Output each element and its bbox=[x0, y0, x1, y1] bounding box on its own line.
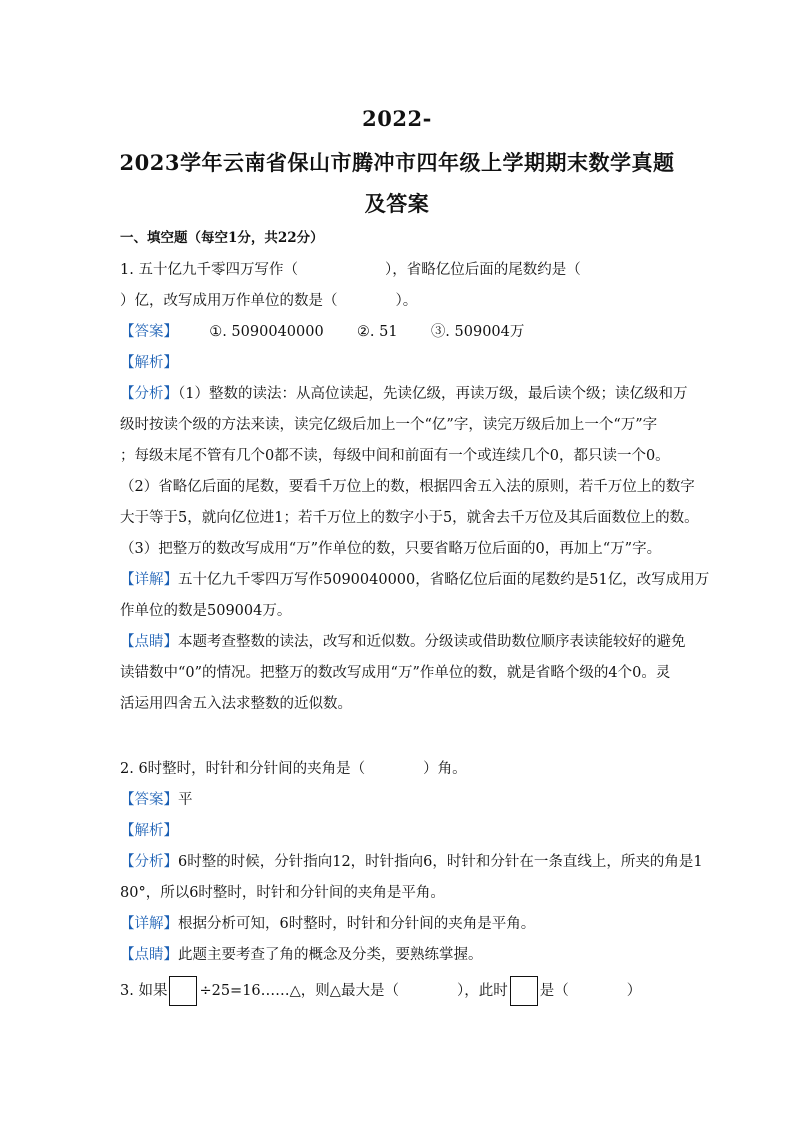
q1-analysis-line5: 大于等于5，就向亿位进1；若千万位上的数字小于5，就舍去千万位及其后面数位上的数。 bbox=[120, 510, 699, 526]
detail-label: 【详解】 bbox=[120, 916, 178, 932]
q1-answer-2: ②. 51 bbox=[356, 324, 398, 340]
q2-answer-row bbox=[120, 791, 680, 809]
q2-analysis-line1 bbox=[120, 853, 703, 871]
blank-box bbox=[169, 976, 197, 1006]
q1-answer-1: ①. 5090040000 bbox=[209, 324, 324, 340]
q2-analysis-line2: 80°，所以6时整时，时针和分针间的夹角是平角。 bbox=[120, 885, 445, 901]
section-heading: 一、填空题（每空1分，共22分） bbox=[120, 230, 324, 246]
q2-point-line bbox=[120, 946, 680, 964]
q1-analysis-line2: 级时按读个级的方法来读，读完亿级后加上一个“亿”字，读完万级后加上一个“万”字 bbox=[120, 417, 658, 433]
q1-point-line2: 读错数中“0”的情况。把整万的数改写成用“万”作单位的数，就是省略个级的4个0。灵 bbox=[120, 665, 671, 681]
answer-tag: 【答案】 bbox=[120, 324, 178, 340]
q1-question-line2: ）亿，改写成用万作单位的数是（ ）。 bbox=[120, 293, 418, 309]
answer-tag: 【答案】 bbox=[120, 792, 178, 808]
q1-question-line1: 1. 五十亿九千零四万写作（ ），省略亿位后面的尾数约是（ bbox=[120, 262, 581, 278]
q1-answer-3: ③. 509004万 bbox=[430, 324, 525, 340]
q2-detail-text: 根据分析可知，6时整时，时针和分针间的夹角是平角。 bbox=[178, 916, 536, 932]
point-label: 【点睛】 bbox=[120, 947, 178, 963]
q3-question bbox=[120, 976, 680, 1006]
q2-analysis-text1: 6时整的时候，分针指向12，时针指向6，时针和分针在一条直线上，所夹的角是1 bbox=[178, 854, 703, 870]
analysis-label: 【分析】 bbox=[120, 854, 178, 870]
q1-detail-line1 bbox=[120, 571, 710, 589]
q1-analysis-line1 bbox=[120, 385, 688, 403]
q1-point-text1: 本题考查整数的读法，改写和近似数。分级读或借助数位顺序表读能较好的避免 bbox=[178, 634, 686, 650]
doc-title-line1: 2022- bbox=[362, 106, 432, 131]
point-label: 【点睛】 bbox=[120, 634, 178, 650]
doc-title-line2: 2023学年云南省保山市腾冲市四年级上学期期末数学真题 bbox=[119, 150, 675, 175]
q2-question: 2. 6时整时，时针和分针间的夹角是（ ）角。 bbox=[120, 761, 467, 777]
q1-point-line3: 活运用四舍五入法求整数的近似数。 bbox=[120, 696, 352, 712]
q1-analysis-line4: （2）省略亿后面的尾数，要看千万位上的数，根据四舍五入法的原则，若千万位上的数字 bbox=[120, 479, 695, 495]
q3-text-part1: 3. 如果 bbox=[120, 983, 168, 999]
q1-point-line1 bbox=[120, 633, 686, 651]
analysis-label: 【分析】 bbox=[120, 386, 178, 402]
q2-point-text: 此题主要考查了角的概念及分类，要熟练掌握。 bbox=[178, 947, 483, 963]
q2-detail-line bbox=[120, 915, 680, 933]
q1-analysis-line3: ；每级末尾不管有几个0都不读，每级中间和前面有一个或连续几个0，都只读一个0。 bbox=[120, 448, 670, 464]
detail-label: 【详解】 bbox=[120, 572, 178, 588]
q3-text-part2: ÷25=16……△，则△最大是（ ），此时 bbox=[199, 983, 508, 999]
q1-analysis-tag: 【解析】 bbox=[120, 355, 178, 371]
q1-detail-line2: 作单位的数是509004万。 bbox=[120, 603, 292, 619]
q2-analysis-tag: 【解析】 bbox=[120, 823, 178, 839]
q1-analysis-line6: （3）把整万的数改写成用“万”作单位的数，只要省略万位后面的0，再加上“万”字。 bbox=[120, 541, 662, 557]
q3-text-part3: 是（ ） bbox=[539, 983, 642, 999]
q1-answer-row bbox=[120, 323, 680, 341]
blank-box bbox=[510, 976, 538, 1006]
q1-analysis-text1: （1）整数的读法：从高位读起，先读亿级，再读万级，最后读个级；读亿级和万 bbox=[178, 386, 688, 402]
doc-title-line3: 及答案 bbox=[364, 191, 430, 216]
q1-detail-text1: 五十亿九千零四万写作5090040000，省略亿位后面的尾数约是51亿，改写成用万 bbox=[178, 572, 710, 588]
q2-answer: 平 bbox=[178, 792, 193, 808]
